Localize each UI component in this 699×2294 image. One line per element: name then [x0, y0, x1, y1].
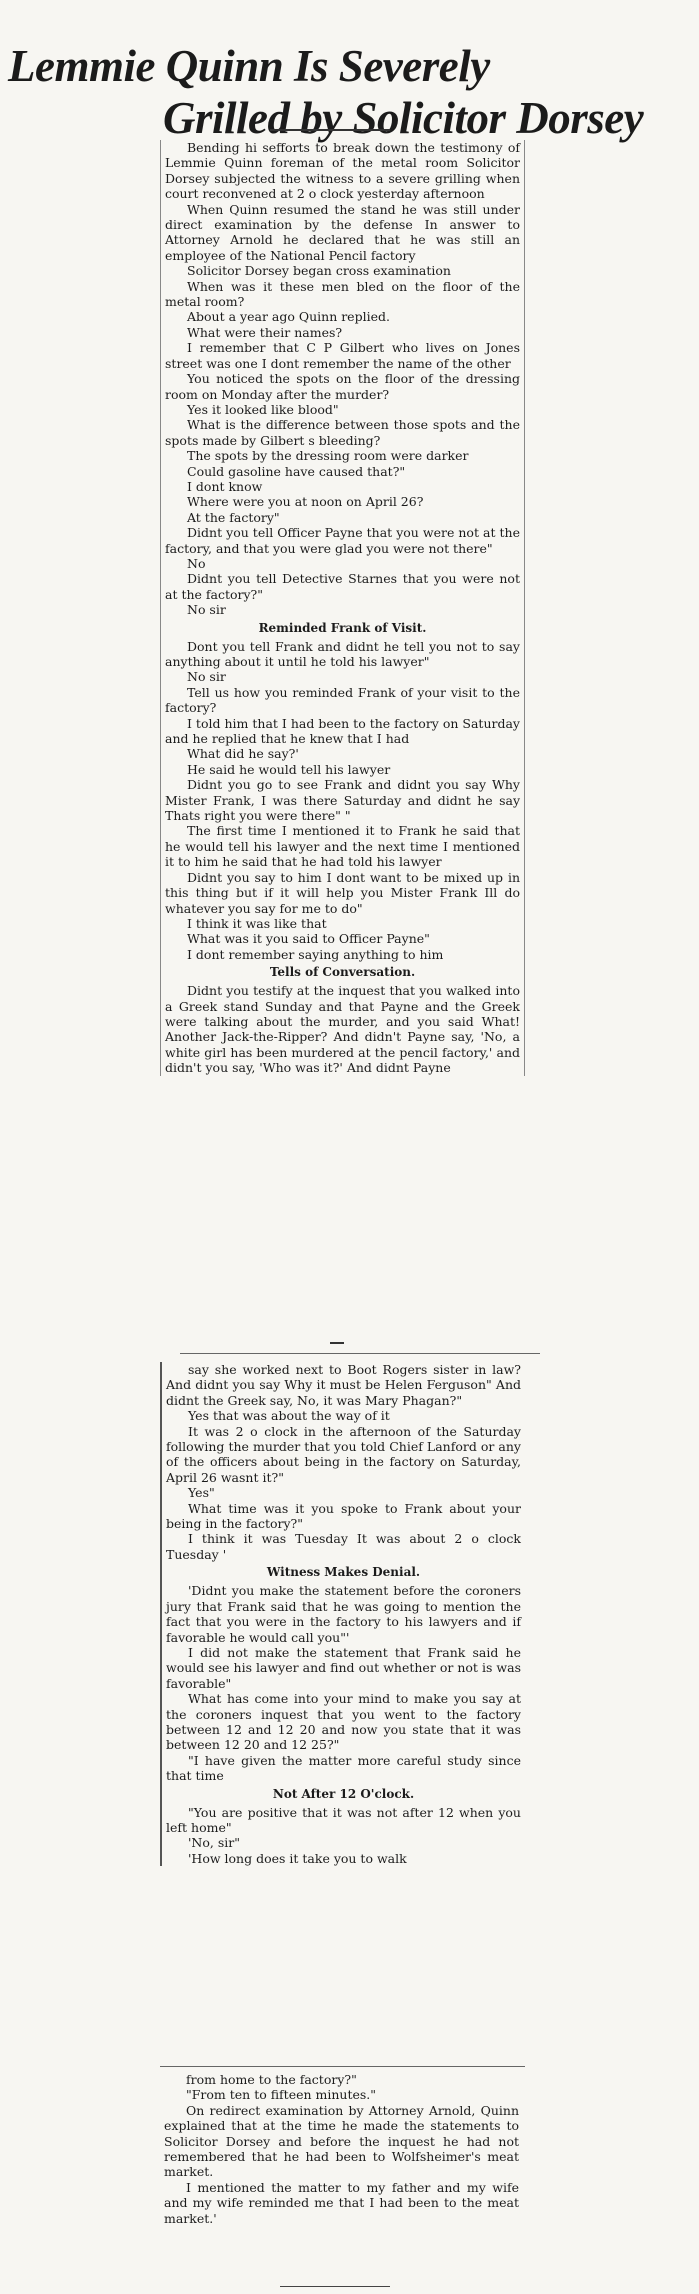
paragraph: Dont you tell Frank and didnt he tell you not to say anything about it until he told his lawyer" [165, 638, 520, 669]
paragraph: Could gasoline have caused that?" [187, 463, 406, 479]
paragraph: Solicitor Dorsey began cross examination [187, 263, 451, 279]
subhead-witness-makes-denial: Witness Makes Denial. [266, 1565, 421, 1580]
paragraph: Didnt you go to see Frank and didnt you say Why Mister Frank, I was there Saturday and didnt he say Thats right you were there" " [165, 777, 520, 824]
paragraph: Didnt you testify at the inquest that you walked into a Greek stand Sunday and that Payne and the Greek were talking about the murder, and you said What! Another Jack-the-Ripper? And didn't Payne say, 'No, a white girl has been murdered at the pencil factory,' and didn't you say, 'Who was it?' And didnt Payne [165, 983, 520, 1076]
paragraph: About a year ago Quinn replied. [187, 309, 390, 325]
column-divider-2 [160, 2066, 525, 2067]
paragraph: He said he would tell his lawyer [187, 761, 391, 777]
paragraph: I think it was like that [187, 915, 327, 931]
article-column-2 [160, 1362, 525, 1866]
paragraph: 'No, sir" [188, 1835, 240, 1851]
paragraph: "From ten to fifteen minutes." [186, 2087, 377, 2103]
paragraph: Bending hi sefforts to break down the testimony of Lemmie Quinn foreman of the metal room Solicitor Dorsey subjected the witness to a severe grilling when court reconvened at 2 o clock yesterday afternoon [165, 140, 520, 202]
paragraph: The first time I mentioned it to Frank he said that he would tell his lawyer and the next time I mentioned it to him he said that he had told his lawyer [165, 823, 520, 870]
paragraph: What has come into your mind to make you say at the coroners inquest that you went to the factory between 12 and 12 20 and now you state that it was between 12 20 and 12 25?" [166, 1691, 521, 1753]
paragraph: The spots by the dressing room were darker [187, 448, 469, 464]
paragraph: No [187, 555, 206, 571]
article-column-3 [160, 2072, 523, 2226]
subhead-not-after-12: Not After 12 O'clock. [272, 1786, 415, 1801]
paragraph: No sir [187, 669, 226, 685]
paragraph: Yes it looked like blood" [187, 401, 339, 417]
paragraph: Yes" [188, 1485, 215, 1501]
paragraph: What time was it you spoke to Frank about your being in the factory?" [166, 1500, 521, 1532]
headline-rule [270, 129, 390, 131]
paragraph: I dont know [187, 478, 263, 494]
paragraph: What is the difference between those spots and the spots made by Gilbert s bleeding? [165, 417, 520, 448]
column-break-dash [330, 1342, 344, 1344]
paragraph: When Quinn resumed the stand he was still under direct examination by the defense In answer to Attorney Arnold he declared that he was still an employee of the National Pencil factory [165, 201, 520, 263]
paragraph: I mentioned the matter to my father and my wife and my wife reminded me that I had been to the meat market.' [164, 2179, 519, 2226]
paragraph: Didnt you tell Detective Starnes that you were not at the factory?" [165, 571, 520, 602]
paragraph: 'How long does it take you to walk [188, 1850, 407, 1866]
paragraph: I dont remember saying anything to him [187, 946, 444, 962]
paragraph: Yes that was about the way of it [188, 1408, 390, 1424]
paragraph: Didnt you tell Officer Payne that you were not at the factory, and that you were glad you were not there" [165, 525, 520, 556]
paragraph: At the factory" [187, 509, 280, 525]
subhead-tells-of-conversation: Tells of Conversation. [269, 965, 416, 980]
paragraph: What was it you said to Officer Payne" [187, 931, 430, 947]
paragraph: say she worked next to Boot Rogers sister in law? And didnt you say Why it must be Helen Ferguson" And didnt the Greek say, No, it was Mary Phagan?" [166, 1362, 521, 1408]
subhead-reminded-frank: Reminded Frank of Visit. [258, 620, 427, 635]
paragraph: What were their names? [187, 324, 343, 340]
end-rule [280, 2286, 390, 2287]
paragraph: On redirect examination by Attorney Arnold, Quinn explained that at the time he made the statements to Solicitor Dorsey and before the inquest he had not remembered that he had been to Wolfsheimer's meat market. [164, 2102, 519, 2180]
paragraph: I told him that I had been to the factory on Saturday and he replied that he knew that I had [165, 715, 520, 747]
paragraph: "I have given the matter more careful study since that time [166, 1752, 521, 1784]
paragraph: No sir [187, 602, 226, 618]
article-column-1 [160, 140, 525, 1076]
paragraph: I did not make the statement that Frank said he would see his lawyer and find out whether or not is was favorable" [166, 1644, 521, 1691]
paragraph: You noticed the spots on the floor of the dressing room on Monday after the murder? [165, 371, 520, 402]
headline-line-1: Lemmie Quinn Is Severely [8, 41, 490, 92]
paragraph: When was it these men bled on the floor of the metal room? [165, 278, 520, 310]
paragraph: "You are positive that it was not after 12 when you left home" [166, 1804, 521, 1835]
paragraph: It was 2 o clock in the afternoon of the Saturday following the murder that you told Chief Lanford or any of the officers about being in the factory on Saturday, April 26 wasnt it?" [166, 1423, 521, 1485]
paragraph: Where were you at noon on April 26? [187, 494, 424, 510]
paragraph: from home to the factory?" [186, 2072, 357, 2087]
paragraph: 'Didnt you make the statement before the coroners jury that Frank said that he was going to mention the fact that you were in the factory to his lawyers and if favorable he would call you"' [166, 1583, 521, 1645]
paragraph: I remember that C P Gilbert who lives on Jones street was one I dont remember the name of the other [165, 340, 520, 371]
paragraph: I think it was Tuesday It was about 2 o clock Tuesday ' [166, 1531, 521, 1562]
paragraph: Didnt you say to him I dont want to be mixed up in this thing but if it will help you Mister Frank Ill do whatever you say for me to do" [165, 869, 520, 916]
paragraph: What did he say?' [187, 746, 299, 762]
headline-line-2: Grilled by Solicitor Dorsey [163, 93, 644, 144]
column-divider [180, 1353, 540, 1354]
paragraph: Tell us how you reminded Frank of your visit to the factory? [165, 684, 520, 716]
